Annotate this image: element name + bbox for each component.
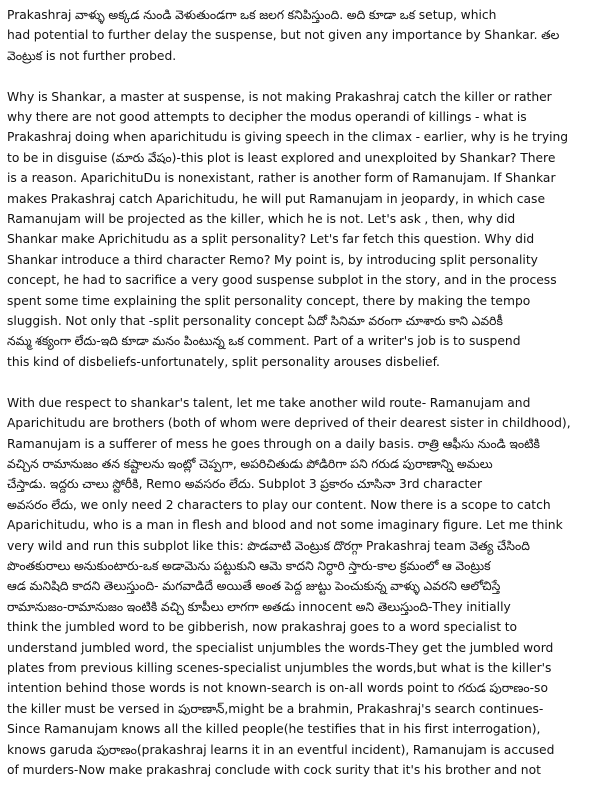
text-line: వెంట్రుక is not further probed.	[7, 48, 177, 63]
text-line: పొంతకురాలు అనుకుంటారు-ఒక అడామెను పట్టుకుని ఆమె కాదని నిర్ధారి స్తారు-కాల క్రమంలో ఆ వెంట్రుక	[7, 558, 491, 573]
text-line: makes Prakashraj catch Aparichitudu, he will put Ramanujam in jeopardy, in which case	[7, 191, 546, 206]
paragraph-1	[7, 5, 605, 66]
text-line: నమ్మ శక్యంగా లేదు-ఇది కూడా మనం పింటున్న ఒక comment. Part of a writer's job is to suspend	[7, 334, 521, 349]
text-line: this kind of disbeliefs-unfortunately, split personality arouses disbelief.	[7, 354, 440, 369]
text-line: very wild and run this subplot like this: పొడవాటి వెంట్రుక దొరగ్గా Prakashraj team వెత్య చేసింది	[7, 538, 530, 553]
text-line: Shankar make Aprichitudu as a split personality? Let's far fetch this question. Why did	[7, 232, 535, 247]
text-line: Since Ramanujam knows all the killed people(he testifies that in his first interrogation),	[7, 722, 541, 737]
paragraph-3	[7, 393, 605, 781]
text-line: Aparichitudu, who is a man in flesh and blood and not some imaginary figure. Let me think	[7, 518, 563, 533]
text-line: Shankar introduce a third character Remo? My point is, by introducing split personality	[7, 252, 538, 267]
text-line: knows garuda పురాణం(prakashraj learns it in an eventful incident), Ramanujam is accused	[7, 742, 555, 757]
text-line: Aparichitudu are brothers (both of whom were deprived of their dearest sister in childhood),	[7, 416, 571, 431]
text-line: రామానుజం-రామానుజం ఇంటికి వచ్చి కూపీలు లాగగా అతడు innocent అని తెలుస్తుంది-They initially	[7, 599, 511, 614]
text-line: Prakashraj doing when aparichitudu is giving speech in the climax - earlier, why is he trying	[7, 130, 569, 145]
text-line: అవసరం లేదు, we only need 2 characters to play our content. Now there is a scope to catch	[7, 497, 551, 512]
paragraph-2	[7, 87, 605, 373]
text-line: plates from previous killing scenes-specialist unjumbles the words,but what is the killer's	[7, 660, 552, 675]
text-line: to be in disguise (మారు వేషం)-this plot is least explored and unexploited by Shankar? There	[7, 150, 556, 165]
text-line: Ramanujam is a sufferer of mess he goes through on a daily basis. రాత్రి ఆఫీసు నుండి ఇంటికి	[7, 436, 540, 451]
text-line: Prakashraj వాళ్ళు అక్కడ నుండి వెళుతుండగా ఒక జలగ కనిపిస్తుంది. అది కూడా ఒక setup, which	[7, 8, 497, 22]
text-line: is a reason. AparichituDu is nonexistant, rather is another form of Ramanujam. If Shankar	[7, 171, 556, 186]
document-body	[7, 5, 605, 801]
text-line: With due respect to shankar's talent, let me take another wild route- Ramanujam and	[7, 395, 531, 410]
text-line: why there are not good attempts to decipher the modus operandi of killings - what is	[7, 110, 527, 125]
text-line: think the jumbled word to be gibberish, now prakashraj goes to a word specialist to	[7, 620, 518, 635]
text-line: had potential to further delay the suspense, but not given any importance by Shankar. తల	[7, 28, 560, 43]
text-line: Ramanujam will be projected as the killer, which he is not. Let's ask , then, why did	[7, 212, 516, 227]
text-line: concept, he had to sacrifice a very good suspense subplot in the story, and in the process	[7, 273, 557, 288]
text-line: of murders-Now make prakashraj conclude with cock surity that it's his brother and not	[7, 763, 541, 777]
text-line: Why is Shankar, a master at suspense, is not making Prakashraj catch the killer or rather	[7, 89, 552, 104]
text-line: spent some time explaining the split personality concept, there by making the tempo	[7, 293, 531, 308]
text-line: sluggish. Not only that -split personality concept ఏదో సినిమా వరంగా చూశారు కాని ఎవరికీ	[7, 314, 503, 329]
text-line: ఆడ మనిషిది కాదని తెలుస్తుంది- మగవాడిదే అయితే అంత పెద్ద జుట్టు పెంచుకున్న వాళ్ళు ఎవరని ఆలోచిస్తే	[7, 579, 501, 594]
text-line: చేస్తాడు. ఇద్దరు చాలు స్టోరీకి, Remo అవసరం లేదు. Subplot 3 ప్రకారం చూసినా 3rd character	[7, 477, 482, 492]
text-line: intention behind those words is not known-search is on-all words point to గరుడ పురాణం-so	[7, 681, 548, 696]
text-line: వచ్చిన రామానుజం తన కష్టాలను ఇంట్లో చెప్పగా, అపరిచితుడు పోడిరిగా పని గరుడ పురాణాన్ని అమలు	[7, 456, 493, 471]
text-line: the killer must be versed in పురాణాన్,might be a brahmin, Prakashraj's search continues-	[7, 701, 544, 716]
text-line: understand jumbled word, the specialist unjumbles the words-They get the jumbled word	[7, 640, 554, 655]
